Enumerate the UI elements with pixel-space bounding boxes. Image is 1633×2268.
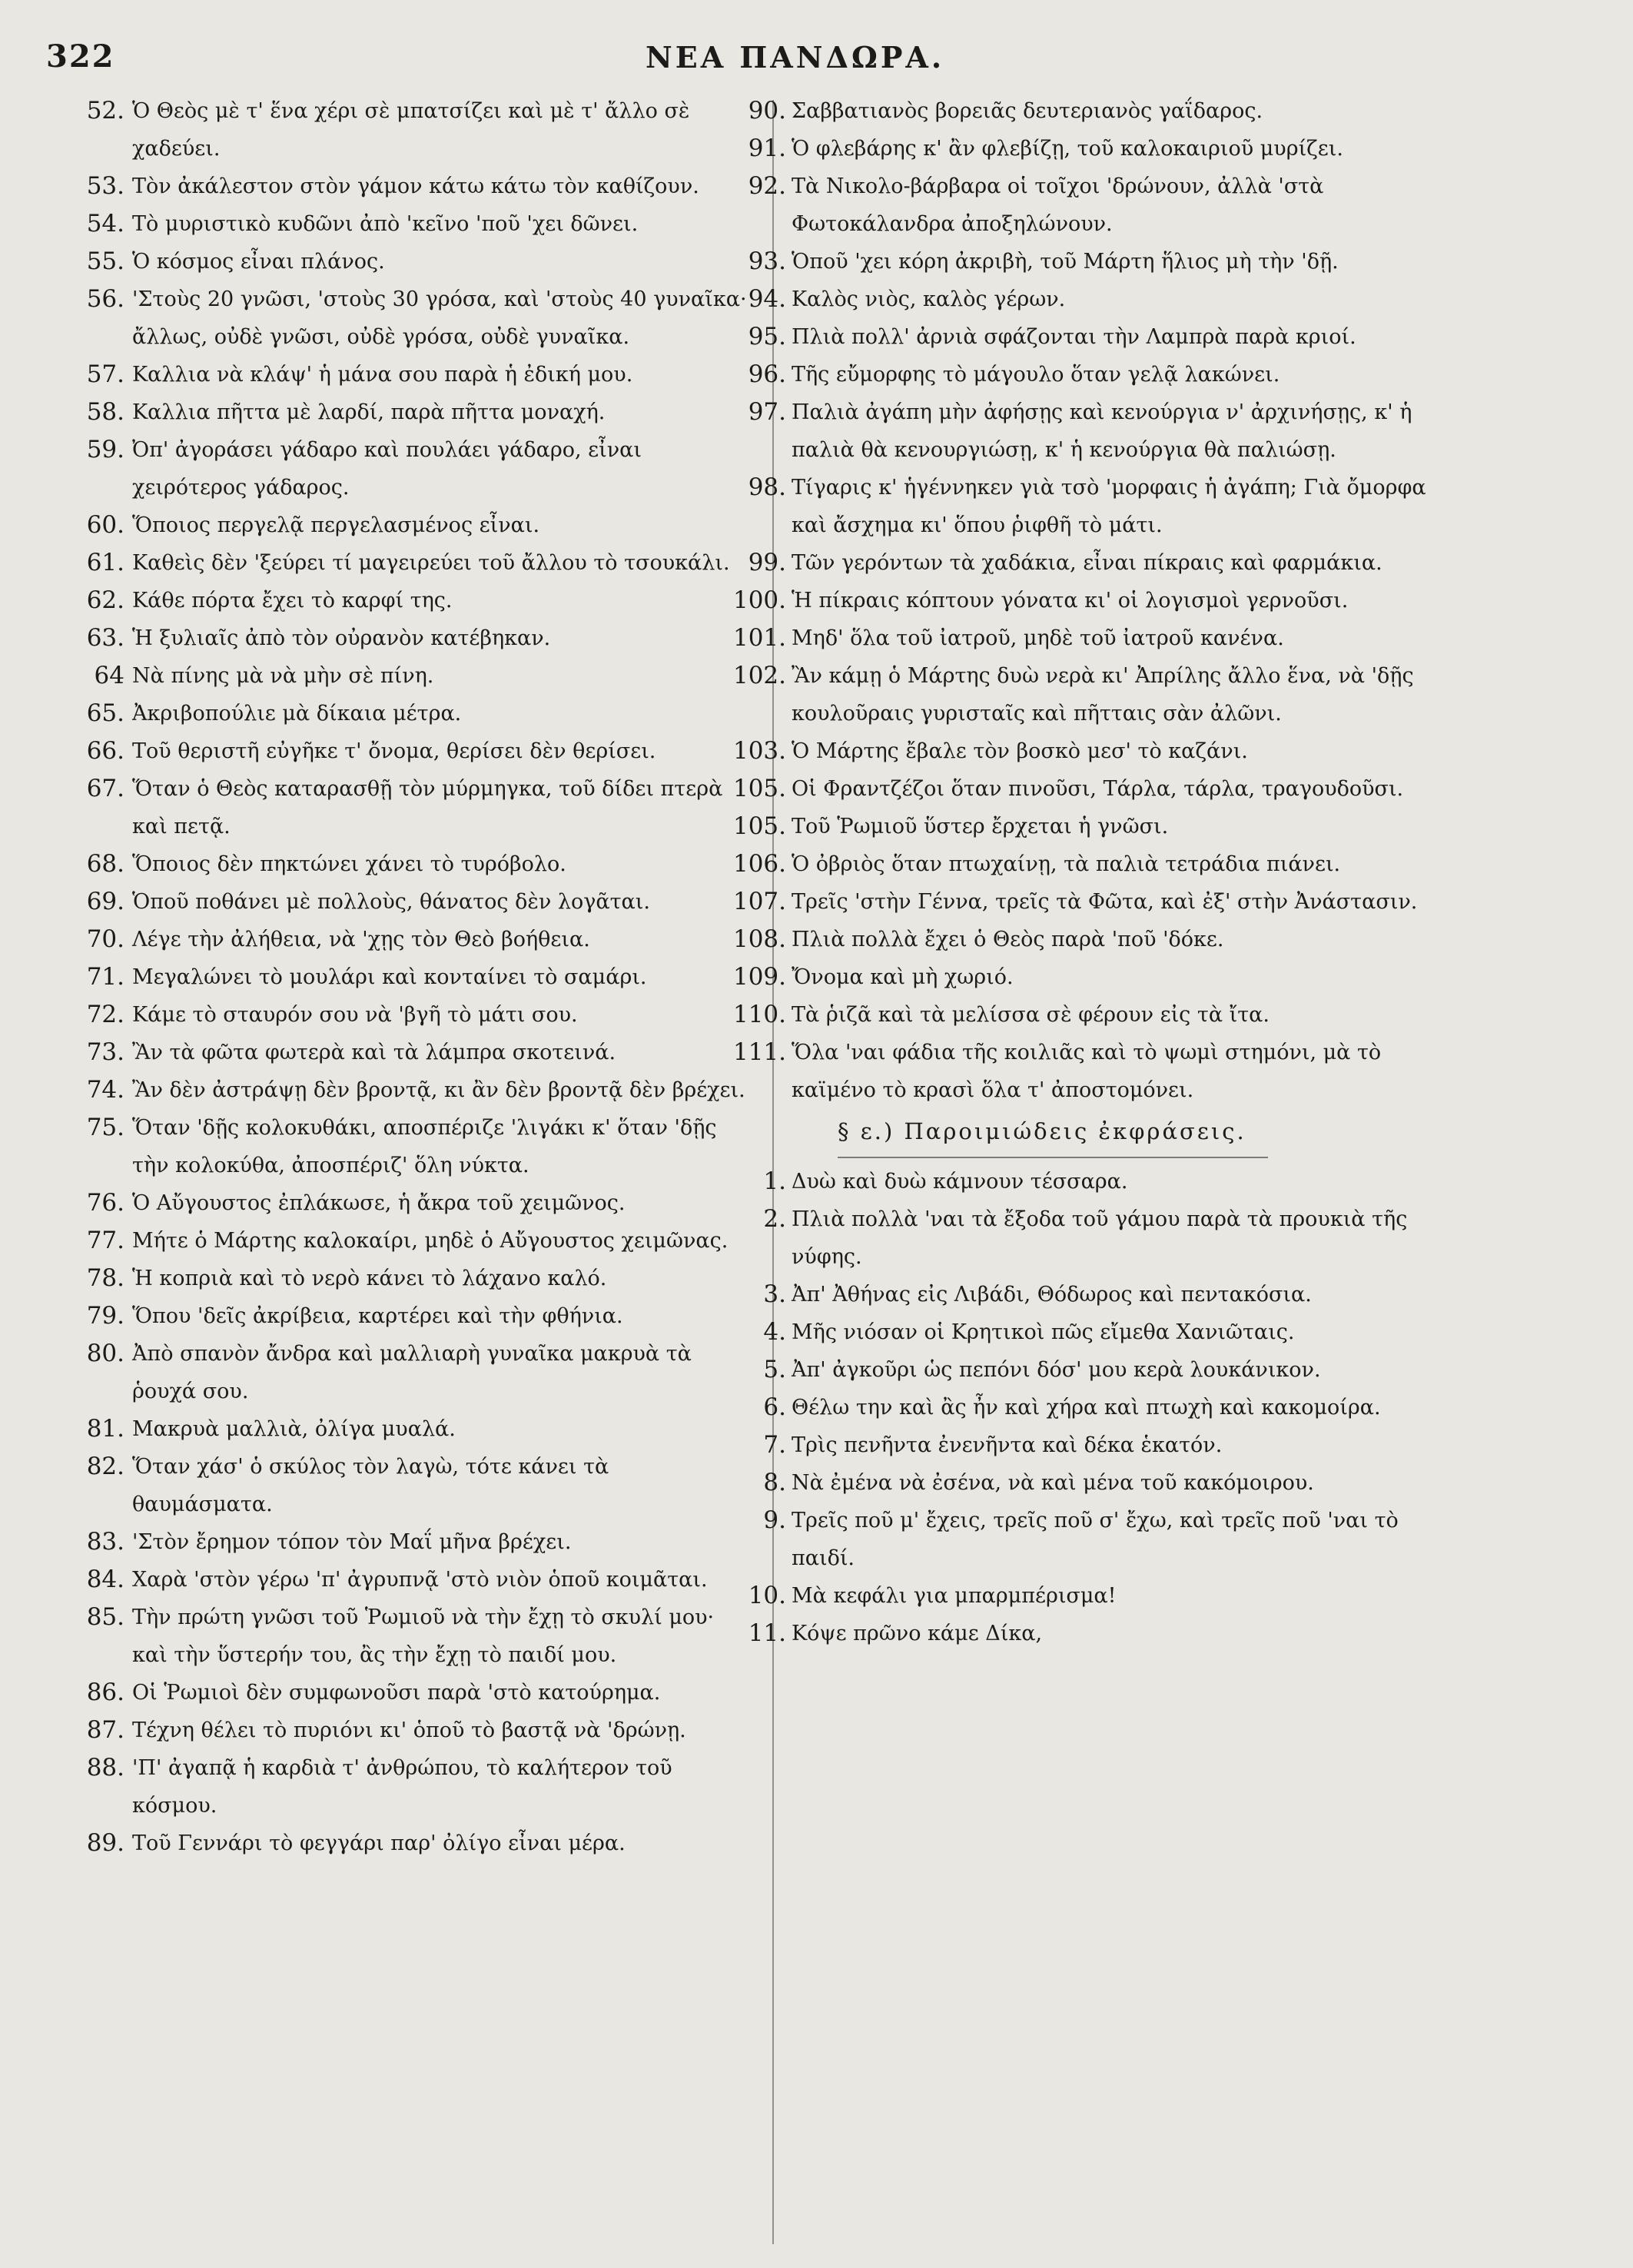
- proverb-number: 8.: [763, 1469, 786, 1496]
- proverb-entry: [732, 958, 1433, 996]
- proverb-text: Τέχνη θέλει τὸ πυριόνι κι' ὁποῦ τὸ βαστᾷ νὰ 'δρώνῃ.: [132, 1718, 686, 1742]
- proverb-text: Ὅπου 'δεῖς ἀκρίβεια, καρτέρει καὶ τὴν φθήνια.: [132, 1304, 623, 1328]
- proverb-number: 85.: [86, 1603, 124, 1631]
- proverb-text: Ἡ κοπριὰ καὶ τὸ νερὸ κάνει τὸ λάχανο καλό.: [132, 1267, 607, 1290]
- proverb-entry: [86, 356, 747, 393]
- proverb-text: Τρὶς πενῆντα ἐνενῆντα καὶ δέκα ἑκατόν.: [792, 1433, 1223, 1457]
- section-heading: § ε.) Παροιμιώδεις ἐκφράσεις.: [838, 1118, 1246, 1144]
- proverb-text: Λέγε τὴν ἀλήθεια, νὰ 'χῃς τὸν Θεὸ βοήθεια.: [132, 928, 590, 951]
- proverb-entry: [748, 544, 1433, 582]
- proverb-entry: [86, 1260, 747, 1297]
- proverb-entry: [763, 1426, 1433, 1464]
- proverb-number: 82.: [86, 1453, 124, 1480]
- proverb-text: Τῆς εὔμορφης τὸ μάγουλο ὅταν γελᾷ λακώνει.: [792, 363, 1280, 387]
- section-items: [748, 1163, 1433, 1652]
- proverb-number: 54.: [86, 210, 124, 237]
- proverb-entry: [732, 921, 1433, 958]
- proverb-entry: [86, 619, 747, 657]
- proverb-number: 90.: [748, 97, 786, 125]
- proverb-text: Τὰ Νικολο-βάρβαρα οἱ τοῖχοι 'δρώνουν, ἀλλὰ 'στὰ Φωτοκάλανδρα ἀποξηλώνουν.: [792, 174, 1324, 236]
- proverb-entry: [86, 1109, 747, 1184]
- page-header: [0, 38, 1633, 85]
- proverb-entry: [86, 1712, 747, 1749]
- proverb-entry: [763, 1389, 1433, 1426]
- proverb-number: 63.: [86, 624, 124, 652]
- proverb-number: 55.: [86, 247, 124, 275]
- proverb-text: Μεγαλώνει τὸ μουλάρι καὶ κονταίνει τὸ σαμάρι.: [132, 965, 647, 989]
- proverb-entry: [763, 1276, 1433, 1313]
- proverb-number: 77.: [86, 1227, 124, 1254]
- running-title: ΝΕΑ ΠΑΝΔΩΡΑ.: [646, 40, 945, 75]
- proverb-text: Τὴν πρώτη γνῶσι τοῦ Ῥωμιοῦ νὰ τὴν ἔχῃ τὸ σκυλί μου· καὶ τὴν ὕστερήν του, ἂς τὴν ἔχῃ τὸ παιδί μου.: [132, 1606, 715, 1667]
- proverb-entry: [86, 1523, 747, 1561]
- proverb-number: 84.: [86, 1566, 124, 1593]
- proverb-text: Τῶν γερόντων τὰ χαδάκια, εἶναι πίκραις καὶ φαρμάκια.: [792, 551, 1382, 575]
- proverb-number: 70.: [86, 925, 124, 953]
- proverb-text: Τὸ μυριστικὸ κυδῶνι ἀπὸ 'κεῖνο 'ποῦ 'χει δῶνει.: [132, 212, 639, 236]
- proverb-entry: [86, 1749, 747, 1825]
- proverb-number: 3.: [763, 1280, 786, 1308]
- proverb-number: 97.: [748, 398, 786, 426]
- proverb-number: 108.: [732, 925, 786, 953]
- section-rule: [838, 1157, 1268, 1158]
- proverb-entry: [748, 1577, 1433, 1615]
- proverb-text: Θέλω την καὶ ἂς ἦν καὶ χήρα καὶ πτωχὴ καὶ κακομοίρα.: [792, 1396, 1381, 1420]
- proverb-text: Ὅλα 'ναι φάδια τῆς κοιλιᾶς καὶ τὸ ψωμὶ στημόνι, μὰ τὸ καϊμένο τὸ κρασὶ ὅλα τ' ἀποστομόνει.: [792, 1041, 1382, 1102]
- proverb-number: 105.: [732, 812, 786, 840]
- proverb-entry: [732, 732, 1433, 770]
- proverb-text: Ὁ κόσμος εἶναι πλάνος.: [132, 250, 385, 274]
- proverb-text: Ὅποιος περγελᾷ περγελασμένος εἶναι.: [132, 513, 540, 537]
- proverb-number: 61.: [86, 549, 124, 576]
- proverb-text: Πλιὰ πολλὰ 'ναι τὰ ἔξοδα τοῦ γάμου παρὰ τὰ προυκιὰ τῆς νύφης.: [792, 1207, 1408, 1269]
- proverb-entry: [748, 469, 1433, 544]
- proverb-number: 76.: [86, 1189, 124, 1217]
- proverb-text: Ὁ Θεὸς μὲ τ' ἕνα χέρι σὲ μπατσίζει καὶ μὲ τ' ἄλλο σὲ χαδεύει.: [132, 99, 690, 161]
- proverb-text: Ὅποιος δὲν πηκτώνει χάνει τὸ τυρόβολο.: [132, 852, 566, 876]
- proverb-entry: [86, 1674, 747, 1712]
- proverb-entry: [94, 657, 747, 695]
- proverb-text: Μηδ' ὅλα τοῦ ἰατροῦ, μηδὲ τοῦ ἰατροῦ κανένα.: [792, 626, 1284, 650]
- proverb-entry: [763, 1351, 1433, 1389]
- proverb-entry: [763, 1464, 1433, 1502]
- proverb-number: 72.: [86, 1001, 124, 1028]
- proverb-entry: [86, 281, 747, 356]
- proverb-number: 105.: [732, 775, 786, 802]
- proverb-number: 4.: [763, 1318, 786, 1346]
- proverb-number: 98.: [748, 473, 786, 501]
- proverb-text: Καθεὶς δὲν 'ξεύρει τί μαγειρεύει τοῦ ἄλλου τὸ τσουκάλι.: [132, 551, 730, 575]
- proverb-entry: [86, 168, 747, 205]
- proverb-entry: [86, 243, 747, 281]
- proverb-text: Πλιὰ πολλὰ ἔχει ὁ Θεὸς παρὰ 'ποῦ 'δόκε.: [792, 928, 1224, 951]
- proverb-entry: [732, 1034, 1433, 1109]
- proverb-entry: [86, 92, 747, 168]
- proverb-number: 75.: [86, 1114, 124, 1141]
- proverb-entry: [748, 356, 1433, 393]
- proverb-text: Σαββατιανὸς βορειᾶς δευτεριανὸς γαΐδαρος.: [792, 99, 1263, 123]
- proverb-entry: [86, 1335, 747, 1410]
- proverb-entry: [86, 205, 747, 243]
- proverb-number: 5.: [763, 1356, 786, 1383]
- proverb-entry: [732, 808, 1433, 845]
- proverb-number: 66.: [86, 737, 124, 765]
- proverb-number: 52.: [86, 97, 124, 125]
- proverb-entry: [763, 1200, 1433, 1276]
- proverb-text: Δυὼ καὶ δυὼ κάμνουν τέσσαρα.: [792, 1170, 1128, 1194]
- proverb-number: 87.: [86, 1716, 124, 1744]
- proverb-text: Ἀπὸ σπανὸν ἄνδρα καὶ μαλλιαρὴ γυναῖκα μακρυὰ τὰ ῥουχά σου.: [132, 1342, 692, 1403]
- proverb-number: 56.: [86, 285, 124, 313]
- proverb-entry: [86, 1448, 747, 1523]
- proverb-number: 68.: [86, 850, 124, 878]
- proverb-number: 106.: [732, 850, 786, 878]
- proverb-entry: [86, 582, 747, 619]
- proverb-text: Καλλια πῆττα μὲ λαρδί, παρὰ πῆττα μοναχή.: [132, 400, 606, 424]
- proverb-entry: [86, 883, 747, 921]
- proverb-number: 73.: [86, 1038, 124, 1066]
- proverb-text: Ἂν κάμῃ ὁ Μάρτης δυὼ νερὰ κι' Ἀπρίλης ἄλλο ἕνα, νὰ 'δῇς κουλοῦραις γυρισταῖς καὶ πῆτταις σὰν ἀλῶνι.: [792, 664, 1414, 726]
- proverb-text: Ἂν τὰ φῶτα φωτερὰ καὶ τὰ λάμπρα σκοτεινά.: [132, 1041, 616, 1064]
- proverb-number: 80.: [86, 1340, 124, 1367]
- proverb-entry: [748, 281, 1433, 318]
- proverb-text: Ἀπ' Ἀθήνας εἰς Λιβάδι, Θόδωρος καὶ πεντακόσια.: [792, 1283, 1312, 1307]
- proverb-number: 83.: [86, 1528, 124, 1556]
- proverb-number: 88.: [86, 1754, 124, 1782]
- proverb-text: Ὁποῦ 'χει κόρη ἀκριβὴ, τοῦ Μάρτη ἥλιος μὴ τὴν 'δῇ.: [792, 250, 1339, 274]
- proverb-entry: [763, 1502, 1433, 1577]
- proverb-text: Τίγαρις κ' ἡγέννηκεν γιὰ τσὸ 'μορφαις ἡ ἀγάπη; Γιὰ ὄμορφα καὶ ἄσχημα κι' ὅπου ῥιφθῆ τὸ μάτι.: [792, 476, 1426, 537]
- proverb-entry: [86, 1297, 747, 1335]
- proverb-number: 6.: [763, 1393, 786, 1421]
- proverb-number: 57.: [86, 360, 124, 388]
- proverb-entry: [763, 1313, 1433, 1351]
- proverb-entry: [86, 1071, 747, 1109]
- proverb-text: Τοῦ Γεννάρι τὸ φεγγάρι παρ' ὀλίγο εἶναι μέρα.: [132, 1831, 626, 1855]
- proverb-entry: [86, 393, 747, 431]
- proverb-number: 74.: [86, 1076, 124, 1104]
- proverb-text: Τὸν ἀκάλεστον στὸν γάμον κάτω κάτω τὸν καθίζουν.: [132, 174, 699, 198]
- page-number: 322: [46, 38, 115, 75]
- proverb-number: 96.: [748, 360, 786, 388]
- proverb-text: Παλιὰ ἀγάπη μὴν ἀφήσῃς καὶ κενούργια ν' ἀρχινήσῃς, κ' ἡ παλιὰ θὰ κενουργιώσῃ, κ' ἡ κενούργια θὰ παλιώσῃ.: [792, 400, 1412, 462]
- proverb-number: 103.: [732, 737, 786, 765]
- proverb-number: 101.: [732, 624, 786, 652]
- proverb-entry: [748, 393, 1433, 469]
- proverb-entry: [86, 695, 747, 732]
- proverb-number: 71.: [86, 963, 124, 991]
- proverb-text: 'Π' ἀγαπᾷ ἡ καρδιὰ τ' ἀνθρώπου, τὸ καλήτερον τοῦ κόσμου.: [132, 1756, 672, 1818]
- proverb-entry: [748, 1615, 1433, 1652]
- proverb-number: 110.: [732, 1001, 786, 1028]
- proverb-text: Καλὸς νιὸς, καλὸς γέρων.: [792, 287, 1066, 311]
- proverb-text: Ὅταν χάσ' ὁ σκύλος τὸν λαγὼ, τότε κάνει τὰ θαυμάσματα.: [132, 1455, 609, 1516]
- proverb-entry: [732, 996, 1433, 1034]
- proverb-number: 53.: [86, 172, 124, 200]
- proverb-text: Κάθε πόρτα ἔχει τὸ καρφί της.: [132, 589, 453, 613]
- proverb-entry: [748, 318, 1433, 356]
- proverb-number: 94.: [748, 285, 786, 313]
- proverb-number: 91.: [748, 134, 786, 162]
- proverb-entry: [732, 582, 1433, 619]
- proverb-text: Μὰ κεφάλι για μπαρμπέρισμα!: [792, 1584, 1117, 1608]
- proverb-text: Ὀπ' ἀγοράσει γάδαρο καὶ πουλάει γάδαρο, εἶναι χειρότερος γάδαρος.: [132, 438, 642, 500]
- proverb-entry: [748, 243, 1433, 281]
- proverb-entry: [86, 921, 747, 958]
- proverb-entry: [86, 1561, 747, 1599]
- proverb-text: Ἡ πίκραις κόπτουν γόνατα κι' οἱ λογισμοὶ γερνοῦσι.: [792, 589, 1349, 613]
- proverb-text: Κάμε τὸ σταυρόν σου νὰ 'βγῆ τὸ μάτι σου.: [132, 1003, 578, 1027]
- proverb-entry: [86, 1184, 747, 1222]
- proverb-entry: [732, 845, 1433, 883]
- proverb-entry: [86, 431, 747, 506]
- proverb-text: Ὄνομα καὶ μὴ χωριό.: [792, 965, 1014, 989]
- proverb-text: Ἀκριβοπούλιε μὰ δίκαια μέτρα.: [132, 702, 462, 726]
- proverb-entry: [86, 1825, 747, 1862]
- proverb-text: Ὁ φλεβάρης κ' ἂν φλεβίζῃ, τοῦ καλοκαιριοῦ μυρίζει.: [792, 137, 1343, 161]
- proverb-entry: [86, 1034, 747, 1071]
- proverb-number: 81.: [86, 1415, 124, 1443]
- proverb-number: 2.: [763, 1205, 786, 1233]
- proverb-entry: [86, 1599, 747, 1674]
- proverb-entry: [763, 1163, 1433, 1200]
- proverb-entry: [86, 996, 747, 1034]
- proverb-number: 89.: [86, 1829, 124, 1857]
- proverb-number: 107.: [732, 888, 786, 915]
- proverb-number: 9.: [763, 1506, 786, 1534]
- right-column-entries: [732, 92, 1433, 1109]
- proverb-number: 1.: [763, 1167, 786, 1195]
- proverb-entry: [86, 845, 747, 883]
- proverb-text: Ὁ ὀβριὸς ὅταν πτωχαίνῃ, τὰ παλιὰ τετράδια πιάνει.: [792, 852, 1341, 876]
- proverb-entry: [732, 619, 1433, 657]
- proverb-entry: [86, 770, 747, 845]
- proverb-number: 109.: [732, 963, 786, 991]
- proverb-entry: [86, 1222, 747, 1260]
- proverb-number: 111.: [732, 1038, 786, 1066]
- proverb-number: 95.: [748, 323, 786, 350]
- proverb-number: 78.: [86, 1264, 124, 1292]
- proverb-entry: [748, 168, 1433, 243]
- proverb-text: Ὅταν 'δῇς κολοκυθάκι, αποσπέριζε 'λιγάκι κ' ὅταν 'δῇς τὴν κολοκύθα, ἀποσπέριζ' ὅλη νύκτα.: [132, 1116, 717, 1177]
- proverb-text: Οἱ Φραντζέζοι ὅταν πινοῦσι, Τάρλα, τάρλα, τραγουδοῦσι.: [792, 777, 1404, 801]
- proverb-entry: [86, 506, 747, 544]
- proverb-number: 79.: [86, 1302, 124, 1330]
- proverb-number: 93.: [748, 247, 786, 275]
- proverb-number: 10.: [748, 1582, 786, 1609]
- proverb-number: 100.: [732, 586, 786, 614]
- proverb-entry: [748, 92, 1433, 130]
- proverb-text: Τρεῖς ποῦ μ' ἔχεις, τρεῖς ποῦ σ' ἔχω, καὶ τρεῖς ποῦ 'ναι τὸ παιδί.: [792, 1509, 1399, 1570]
- proverb-number: 67.: [86, 775, 124, 802]
- proverb-text: Κόψε πρῶνο κάμε Δίκα,: [792, 1622, 1043, 1645]
- proverb-text: Χαρὰ 'στὸν γέρω 'π' ἀγρυπνᾷ 'στὸ νιὸν ὁποῦ κοιμᾶται.: [132, 1568, 708, 1592]
- proverb-text: 'Στοὺς 20 γνῶσι, 'στοὺς 30 γρόσα, καὶ 'στοὺς 40 γυναῖκα· ἄλλως, οὐδὲ γνῶσι, οὐδὲ γρόσα, οὐδὲ γυναῖκα.: [132, 287, 747, 349]
- proverb-text: Πλιὰ πολλ' ἀρνιὰ σφάζονται τὴν Λαμπρὰ παρὰ κριοί.: [792, 325, 1356, 349]
- proverb-number: 11.: [748, 1619, 786, 1647]
- proverb-number: 86.: [86, 1679, 124, 1706]
- proverb-text: Ὁ Μάρτης ἔβαλε τὸν βοσκὸ μεσ' τὸ καζάνι.: [792, 739, 1248, 763]
- proverb-text: Τὰ ῥιζᾶ καὶ τὰ μελίσσα σὲ φέρουν εἰς τὰ ἴτα.: [792, 1003, 1270, 1027]
- proverb-text: Μῆς νιόσαν οἱ Κρητικοὶ πῶς εἴμεθα Χανιῶταις.: [792, 1320, 1295, 1344]
- proverb-text: Ἡ ξυλιαῖς ἀπὸ τὸν οὐρανὸν κατέβηκαν.: [132, 626, 551, 650]
- proverb-text: Τρεῖς 'στὴν Γέννα, τρεῖς τὰ Φῶτα, καὶ ἐξ' στὴν Ἀνάστασιν.: [792, 890, 1418, 914]
- proverb-entry: [748, 130, 1433, 168]
- proverb-entry: [86, 958, 747, 996]
- proverb-text: Μήτε ὁ Μάρτης καλοκαίρι, μηδὲ ὁ Αὔγουστος χειμῶνας.: [132, 1229, 729, 1253]
- proverb-number: 59.: [86, 436, 124, 463]
- proverb-entry: [86, 732, 747, 770]
- proverb-number: 69.: [86, 888, 124, 915]
- proverb-text: Ἀπ' ἀγκοῦρι ὡς πεπόνι δόσ' μου κερὰ λουκάνικον.: [792, 1358, 1321, 1382]
- proverb-text: Νὰ ἐμένα νὰ ἐσένα, νὰ καὶ μένα τοῦ κακόμοιρου.: [792, 1471, 1314, 1495]
- proverb-text: Τοῦ Ῥωμιοῦ ὕστερ ἔρχεται ἡ γνῶσι.: [792, 815, 1169, 838]
- proverb-number: 65.: [86, 699, 124, 727]
- proverb-number: 99.: [748, 549, 786, 576]
- proverb-text: Νὰ πίνης μὰ νὰ μὴν σὲ πίνη.: [132, 664, 434, 688]
- proverb-number: 64: [94, 662, 124, 689]
- proverb-number: 62.: [86, 586, 124, 614]
- proverb-entry: [86, 1410, 747, 1448]
- proverb-text: Μακρυὰ μαλλιὰ, ὀλίγα μυαλά.: [132, 1417, 456, 1441]
- proverb-text: Τοῦ θεριστῆ εὐγῆκε τ' ὄνομα, θερίσει δὲν θερίσει.: [132, 739, 656, 763]
- proverb-text: Ἂν δὲν ἀστράψῃ δὲν βροντᾷ, κι ἂν δὲν βροντᾷ δὲν βρέχει.: [132, 1078, 745, 1102]
- proverb-text: Ὁ Αὔγουστος ἐπλάκωσε, ἡ ἄκρα τοῦ χειμῶνος.: [132, 1191, 626, 1215]
- proverb-number: 92.: [748, 172, 786, 200]
- proverb-entry: [732, 657, 1433, 732]
- proverb-number: 60.: [86, 511, 124, 539]
- left-column: [86, 92, 747, 1862]
- proverb-entry: [86, 544, 747, 582]
- proverb-text: Ὁποῦ ποθάνει μὲ πολλοὺς, θάνατος δὲν λογᾶται.: [132, 890, 650, 914]
- proverb-text: 'Στὸν ἔρημον τόπον τὸν Μαΐ μῆνα βρέχει.: [132, 1530, 572, 1554]
- proverb-entry: [732, 770, 1433, 808]
- proverb-text: Οἱ Ῥωμιοὶ δὲν συμφωνοῦσι παρὰ 'στὸ κατούρημα.: [132, 1681, 661, 1705]
- right-column: [732, 92, 1433, 1652]
- proverb-number: 7.: [763, 1431, 786, 1459]
- proverb-number: 58.: [86, 398, 124, 426]
- proverb-number: 102.: [732, 662, 786, 689]
- proverb-text: Ὅταν ὁ Θεὸς καταρασθῇ τὸν μύρμηγκα, τοῦ δίδει πτερὰ καὶ πετᾷ.: [132, 777, 723, 838]
- proverb-text: Καλλια νὰ κλάψ' ἡ μάνα σου παρὰ ἡ ἐδική μου.: [132, 363, 633, 387]
- proverb-entry: [732, 883, 1433, 921]
